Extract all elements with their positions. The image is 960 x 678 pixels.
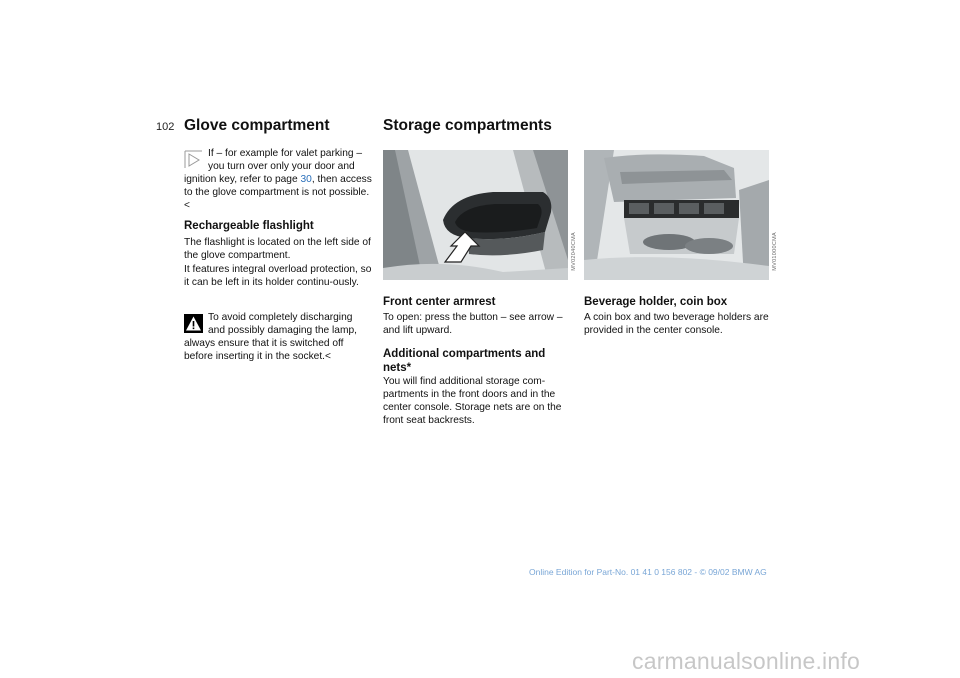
footer-edition: Online Edition for Part-No. 01 41 0 156 802 - © 09/02 BMW AG xyxy=(529,567,767,577)
armrest-text: To open: press the button – see arrow – and lift upward. xyxy=(383,312,563,336)
valet-note-text-end: , then access to the glove compartment is not possible. xyxy=(184,174,372,198)
storage-compartments-title: Storage compartments xyxy=(383,117,552,134)
armrest-figure-code: MV02040CMA xyxy=(571,232,577,271)
valet-note xyxy=(184,147,374,212)
beverage-text: A coin box and two beverage holders are provided in the center console. xyxy=(584,312,769,336)
warning-line1: To avoid completely discharging xyxy=(208,312,353,323)
valet-note-text: ignition key, refer to page xyxy=(184,174,301,185)
warning-line2: and possibly damaging the lamp, xyxy=(208,325,357,336)
warning-text: always ensure that it is switched off before inserting it in the socket. xyxy=(184,338,344,362)
beverage-heading: Beverage holder, coin box xyxy=(584,296,728,308)
flashlight-para2: It features integral overload protection, so it can be left in its holder continu-ously. xyxy=(184,264,372,288)
glove-compartment-title: Glove compartment xyxy=(184,117,330,134)
end-mark: < xyxy=(325,351,331,362)
cupholder-figure-code: MV01000CMA xyxy=(772,232,778,271)
additional-text: You will find additional storage com-partments in the front doors and in the center console. Storage nets are on the front seat backrests. xyxy=(383,376,562,426)
valet-note-line2: you turn over only your door and xyxy=(208,161,355,172)
watermark: carmanualsonline.info xyxy=(632,648,860,674)
additional-heading: Additional compartments and nets* xyxy=(383,348,546,374)
armrest-heading: Front center armrest xyxy=(383,296,496,308)
page-30-link[interactable]: 30 xyxy=(300,174,312,185)
end-mark: < xyxy=(184,200,190,211)
valet-note-line1: If – for example for valet parking – xyxy=(208,148,363,159)
flashlight-heading: Rechargeable flashlight xyxy=(184,220,314,232)
flashlight-para1: The flashlight is located on the left side of the glove compartment. xyxy=(184,237,371,261)
armrest-photo xyxy=(383,150,568,280)
warning-note xyxy=(184,311,374,363)
page-number: 102 xyxy=(156,121,175,133)
cupholder-photo xyxy=(584,150,769,280)
